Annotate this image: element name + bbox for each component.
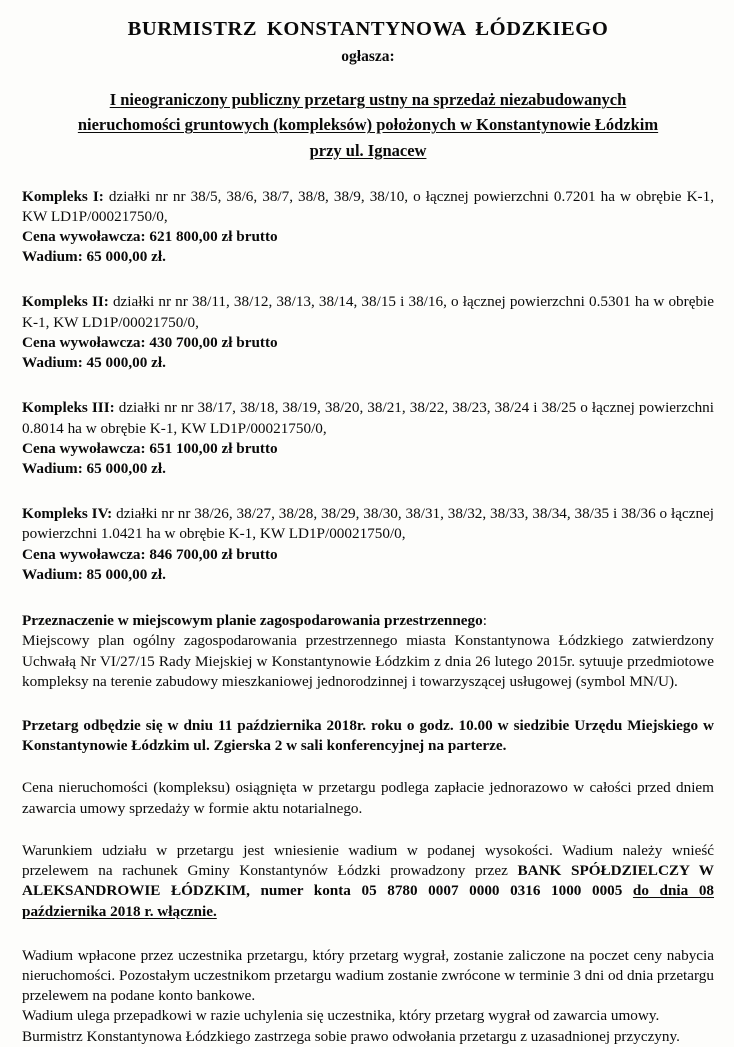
refund-section — [22, 946, 718, 1047]
complex-block — [22, 292, 718, 373]
complex-description-line — [22, 292, 718, 332]
complex-block — [22, 504, 718, 585]
heading-line-3: przy ul. Ignacew — [309, 140, 427, 160]
auction-datetime-section — [22, 716, 718, 756]
page-title: BURMISTRZ KONSTANTYNOWA ŁÓDZKIEGO — [127, 18, 609, 40]
zoning-body: Miejscowy plan ogólny zagospodarowania przestrzennego miasta Konstantynowa Łódzkiego zatwierdzony Uchwałą Nr VI/27/15 Rady Miejskiej w Konstantynowie Łódzkim z dnia 26 lutego 2015r. sytuuje przedmiotowe kompleksy na terenie zabudowy mieszkaniowej jednorodzinnej i towarzyszącej usługowej (symbol MN/U). — [22, 632, 714, 690]
auction-main-heading — [26, 87, 710, 162]
deposit-terms-intro: Warunkiem udziału w przetargu jest wniesienie wadium w podanej wysokości. Wadium należy wnieść przelewem na rachunek Gminy Konstantynów Łódzki prowadzony przez — [22, 841, 714, 880]
refund-paragraph-1: Wadium wpłacone przez uczestnika przetargu, który przetarg wygrał, zostanie zaliczone na poczet ceny nabycia nieruchomości. Pozostałym uczestnikom przetargu wadium zostanie zwrócone w terminie 3 dni od dnia przetargu przelewem na podane konto bankowe. — [22, 946, 714, 1005]
complex-starting-price: Cena wywoławcza: 430 700,00 zł brutto — [22, 333, 278, 351]
complex-description: działki nr nr 38/17, 38/18, 38/19, 38/20, 38/21, 38/22, 38/23, 38/24 i 38/25 o łącznej powierzchni 0.8014 ha w obrębie K-1, KW LD1P/00021750/0, — [22, 399, 714, 437]
payment-terms-section — [22, 778, 718, 818]
payment-terms-text: Cena nieruchomości (kompleksu) osiągnięta w przetargu podlega zapłacie jednorazowo w całości przed dniem zawarcia umowy sprzedaży w formie aktu notarialnego. — [22, 779, 714, 817]
complex-starting-price: Cena wywoławcza: 846 700,00 zł brutto — [22, 545, 278, 563]
complex-starting-price: Cena wywoławcza: 651 100,00 zł brutto — [22, 439, 278, 457]
complex-description-line — [22, 504, 718, 544]
complex-deposit: Wadium: 45 000,00 zł. — [22, 354, 166, 372]
refund-paragraph-2: Wadium ulega przepadkowi w razie uchylenia się uczestnika, który przetarg wygrał od zawarcia umowy. — [22, 1007, 660, 1025]
auction-datetime-text: Przetarg odbędzie się w dniu 11 października 2018r. roku o godz. 10.00 w siedzibie Urzędu Miejskiego w Konstantynowie Łódzkim ul. Zgierska 2 w sali konferencyjnej na parterze. — [22, 716, 714, 755]
complex-deposit: Wadium: 65 000,00 zł. — [22, 460, 166, 478]
heading-line-2: nieruchomości gruntowych (kompleksów) położonych w Konstantynowie Łódzkim — [77, 115, 659, 135]
deposit-deadline: do dnia 08 października 2018 r. włącznie. — [22, 882, 715, 920]
complex-deposit: Wadium: 65 000,00 zł. — [22, 248, 166, 266]
zoning-heading-line — [22, 611, 718, 631]
deposit-terms-paragraph — [22, 841, 718, 922]
complex-description: działki nr nr 38/11, 38/12, 38/13, 38/14, 38/15 i 38/16, o łącznej powierzchni 0.5301 ha w obrębie K-1, KW LD1P/00021750/0, — [22, 293, 714, 331]
zoning-section — [22, 611, 718, 692]
refund-paragraph-3: Burmistrz Konstantynowa Łódzkiego zastrzega sobie prawo odwołania przetargu z uzasadnionej przyczyny. — [22, 1027, 680, 1045]
complex-list — [18, 187, 718, 586]
bank-account-details: BANK SPÓŁDZIELCZY W ALEKSANDROWIE ŁÓDZKIM, numer konta 05 8780 0007 0000 0316 1000 0005 — [22, 862, 714, 900]
complex-deposit: Wadium: 85 000,00 zł. — [22, 565, 166, 583]
announcement-subtitle: ogłasza: — [341, 47, 395, 65]
heading-line-1: I nieograniczony publiczny przetarg ustny na sprzedaż niezabudowanych — [109, 90, 627, 110]
zoning-heading-colon: : — [482, 612, 487, 630]
deposit-terms-section — [22, 841, 718, 922]
complex-label: Kompleks I: — [22, 187, 104, 205]
complex-block — [22, 398, 718, 479]
complex-label: Kompleks IV: — [22, 505, 113, 523]
complex-label: Kompleks III: — [22, 399, 115, 417]
complex-description-line — [22, 398, 718, 438]
complex-description: działki nr nr 38/26, 38/27, 38/28, 38/29, 38/30, 38/31, 38/32, 38/33, 38/34, 38/35 i 38/36 o łącznej powierzchni 1.0421 ha w obrębie K-1, KW LD1P/00021750/0, — [22, 505, 714, 543]
complex-block — [22, 187, 718, 268]
complex-description-line — [22, 187, 718, 227]
zoning-heading: Przeznaczenie w miejscowym planie zagospodarowania przestrzennego — [22, 612, 483, 630]
complex-starting-price: Cena wywoławcza: 621 800,00 zł brutto — [22, 228, 278, 246]
complex-description: działki nr nr 38/5, 38/6, 38/7, 38/8, 38/9, 38/10, o łącznej powierzchni 0.7201 ha w obrębie K-1, KW LD1P/00021750/0, — [22, 187, 714, 225]
complex-label: Kompleks II: — [22, 293, 109, 311]
